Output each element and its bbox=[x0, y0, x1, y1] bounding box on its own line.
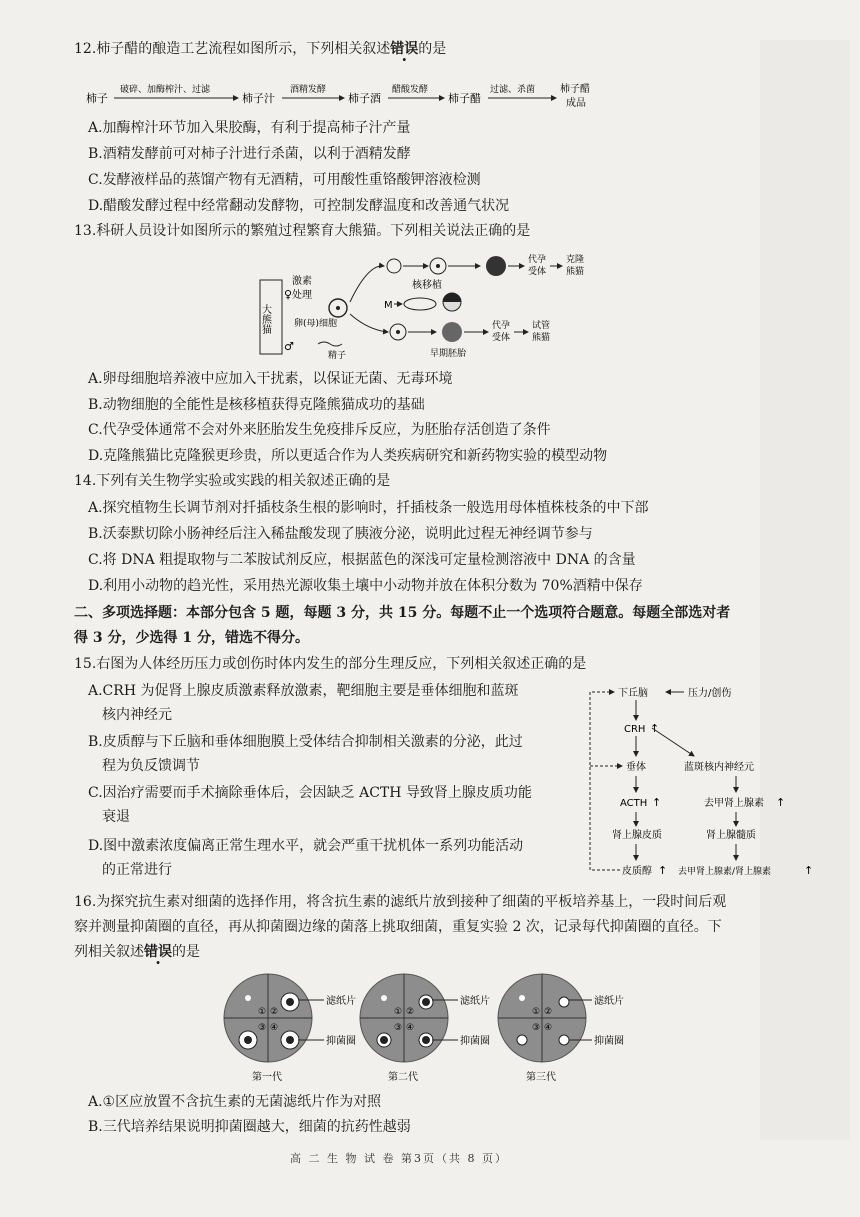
q13-option-d: D.克隆熊猫比克隆猴更珍贵，所以更适合作为人类疾病研究和新药物实验的模型动物 bbox=[88, 448, 608, 464]
path-mark-25 bbox=[350, 266, 384, 302]
circle-mark-23 bbox=[336, 306, 340, 310]
flow-step-acetic: 醋酸发酵 bbox=[392, 85, 429, 95]
flow-node-juice: 柿子汁 bbox=[242, 92, 275, 105]
flow-node-product-2: 成品 bbox=[566, 98, 586, 109]
q15-option-d: D.图中激素浓度偏离正常生理水平，就会严重干扰机体一系列功能活动 bbox=[88, 838, 524, 854]
q16-option-b: B.三代培养结果说明抑菌圈越大，细菌的抗药性越弱 bbox=[88, 1119, 411, 1135]
q12-option-c: C.发酵液样品的蒸馏产物有无酒精，可用酸性重铬酸钾溶液检测 bbox=[88, 172, 481, 188]
text-mark-83: 去甲肾上腺素/肾上腺素 bbox=[678, 867, 772, 877]
q14-option-d: D.利用小动物的趋光性，采用热光源收集土壤中小动物并放在体积分数为 70%酒精中保存 bbox=[88, 578, 643, 594]
text-mark-142: 抑菌圈 bbox=[594, 1036, 624, 1047]
q15-option-c: C.因治疗需要而手术摘除垂体后，会因缺乏 ACTH 导致肾上腺皮质功能 bbox=[88, 785, 532, 801]
q16-stem-2: 察并测量抑菌圈的直径，再从抑菌圈边缘的菌落上挑取细菌，重复实验 2 次，记录每代抑菌圈的直径。下 bbox=[74, 919, 722, 935]
path-mark-56 bbox=[318, 342, 342, 346]
section2-heading: 二、多项选择题：本部分包含 5 题，每题 3 分，共 15 分。每题不止一个选项符合题意。每题全部选对者 bbox=[74, 605, 731, 621]
dish-gen1 bbox=[224, 974, 356, 1083]
dish-gen2 bbox=[360, 974, 490, 1083]
q14-option-c: C.将 DNA 粗提取物与二苯胺试剂反应，根据蓝色的深浅可定量检测溶液中 DNA 的含量 bbox=[88, 552, 636, 568]
text-mark-111: ① bbox=[394, 1007, 403, 1017]
circle-mark-117 bbox=[422, 998, 430, 1006]
q12-option-d: D.醋酸发酵过程中经常翻动发酵物，可控制发酵温度和改善通气状况 bbox=[88, 198, 510, 214]
flow-node-vinegar: 柿子醋 bbox=[448, 92, 481, 105]
circle-mark-101 bbox=[286, 1036, 294, 1044]
circle-mark-32 bbox=[486, 256, 506, 276]
q12-option-b: B.酒精发酵前可对柿子汁进行杀菌，以利于酒精发酵 bbox=[88, 146, 411, 162]
ellipse-mark-42 bbox=[404, 298, 436, 310]
text-mark-20: 激素 bbox=[292, 276, 312, 287]
q12-option-a: A.加酶榨汁环节加入果胶酶，有利于提高柿子汁产量 bbox=[88, 120, 411, 136]
text-mark-81: 皮质醇 bbox=[622, 866, 652, 877]
q14-option-b: B.沃泰默切除小肠神经后注入稀盐酸发现了胰液分泌，说明此过程无神经调节参与 bbox=[88, 526, 593, 542]
q15-stress-diagram bbox=[586, 680, 816, 880]
text-mark-67: 垂体 bbox=[626, 762, 646, 773]
q16-stem-3: 列相关叙述错误的是 bbox=[74, 944, 200, 960]
text-mark-72: ↑ bbox=[652, 796, 662, 809]
text-mark-84: ↑ bbox=[804, 864, 814, 877]
text-mark-49: 早期胚胎 bbox=[430, 349, 467, 359]
circle-mark-30 bbox=[436, 264, 440, 268]
flow-step-alcohol: 酒精发酵 bbox=[290, 85, 327, 95]
flow-step-filter: 过滤、杀菌 bbox=[490, 85, 536, 95]
dish-gen3 bbox=[498, 974, 624, 1083]
text-mark-35: 受体 bbox=[528, 267, 547, 277]
text-mark-73: 去甲肾上腺素 bbox=[704, 798, 764, 809]
page-footer: 高 二 生 物 试 卷 第3页（共 8 页） bbox=[290, 1152, 508, 1165]
text-mark-61: 压力/创伤 bbox=[688, 688, 732, 699]
text-mark-57: 精子 bbox=[328, 351, 347, 361]
path-mark-44 bbox=[443, 293, 461, 302]
q16-option-a: A.①区应放置不含抗生素的无菌滤纸片作为对照 bbox=[88, 1094, 382, 1110]
text-mark-103: 滤纸片 bbox=[326, 996, 356, 1007]
text-mark-63: CRH bbox=[624, 724, 646, 735]
section2-heading-2: 得 3 分，少选得 1 分，错选不得分。 bbox=[74, 630, 309, 646]
path-mark-26 bbox=[350, 314, 388, 332]
q15-option-d-cont: 的正常进行 bbox=[102, 862, 172, 878]
flow-step-press: 破碎、加酶榨汁、过滤 bbox=[120, 85, 211, 95]
circle-mark-97 bbox=[286, 998, 294, 1006]
text-mark-132: ② bbox=[544, 1007, 553, 1017]
q13-option-c: C.代孕受体通常不会对外来胚胎发生免疫排斥反应，为胚胎存活创造了条件 bbox=[88, 422, 551, 438]
circle-mark-138 bbox=[559, 1035, 569, 1045]
text-mark-74: ↑ bbox=[776, 796, 786, 809]
circle-mark-46 bbox=[396, 330, 400, 334]
text-mark-114: ④ bbox=[406, 1023, 415, 1033]
text-mark-106: 第一代 bbox=[252, 1072, 282, 1083]
q15-option-b: B.皮质醇与下丘脑和垂体细胞膜上受体结合抑制相关激素的分泌，此过 bbox=[88, 734, 523, 750]
flow-node-wine: 柿子酒 bbox=[348, 92, 381, 105]
text-mark-17: 大熊猫 bbox=[259, 304, 271, 334]
circle-mark-115 bbox=[381, 995, 387, 1001]
circle-mark-135 bbox=[519, 995, 525, 1001]
circle-mark-48 bbox=[442, 322, 462, 342]
text-mark-126: 第二代 bbox=[388, 1072, 418, 1083]
circle-mark-95 bbox=[245, 995, 251, 1001]
text-mark-112: ② bbox=[406, 1007, 415, 1017]
text-mark-123: 滤纸片 bbox=[460, 996, 490, 1007]
q15-option-c-cont: 衰退 bbox=[102, 809, 130, 825]
text-mark-125: 抑菌圈 bbox=[460, 1036, 490, 1047]
text-mark-94: ④ bbox=[270, 1023, 279, 1033]
q15-option-a: A.CRH 为促肾上腺皮质激素释放激素，靶细胞主要是垂体细胞和蓝斑 bbox=[88, 683, 519, 699]
text-mark-38: 熊猫 bbox=[566, 267, 585, 277]
text-mark-64: ↑ bbox=[650, 722, 660, 735]
text-mark-34: 代孕 bbox=[528, 255, 547, 265]
text-mark-134: ④ bbox=[544, 1023, 553, 1033]
text-mark-78: 肾上腺髓质 bbox=[706, 830, 756, 841]
text-mark-40: M bbox=[384, 300, 393, 311]
text-mark-93: ③ bbox=[258, 1023, 267, 1033]
text-mark-131: ① bbox=[532, 1007, 541, 1017]
q13-stem: 13.科研人员设计如图所示的繁殖过程繁育大熊猫。下列相关说法正确的是 bbox=[74, 223, 531, 239]
text-mark-54: 试管 bbox=[532, 321, 551, 331]
path-mark-85 bbox=[590, 692, 620, 870]
circle-mark-136 bbox=[559, 997, 569, 1007]
text-mark-21: 处理 bbox=[292, 290, 312, 301]
q12-stem: 12.柿子醋的酿造工艺流程如图所示，下列相关叙述错误的是 bbox=[74, 41, 447, 57]
text-mark-92: ② bbox=[270, 1007, 279, 1017]
text-mark-91: ① bbox=[258, 1007, 267, 1017]
text-mark-82: ↑ bbox=[658, 864, 668, 877]
circle-mark-119 bbox=[380, 1036, 388, 1044]
line-mark-66 bbox=[652, 728, 694, 756]
bleed-through-shadow bbox=[760, 40, 850, 1140]
q16-stem-1: 16.为探究抗生素对细菌的选择作用，将含抗生素的滤纸片放到接种了细菌的平板培养基上，一段时间后观 bbox=[74, 894, 727, 910]
q15-option-b-cont: 程为负反馈调节 bbox=[102, 758, 200, 774]
q13-panda-diagram bbox=[258, 244, 618, 364]
q15-stem: 15.右图为人体经历压力或创伤时体内发生的部分生理反应，下列相关叙述正确的是 bbox=[74, 656, 587, 672]
female-symbol: ♀ bbox=[284, 288, 293, 301]
flow-node-product: 柿子醋 bbox=[560, 84, 590, 95]
text-mark-68: 蓝斑核内神经元 bbox=[684, 762, 754, 773]
q16-petri-dishes bbox=[210, 966, 650, 1084]
text-mark-55: 熊猫 bbox=[532, 333, 551, 343]
text-mark-59: 下丘脑 bbox=[618, 688, 648, 699]
text-mark-133: ③ bbox=[532, 1023, 541, 1033]
q13-option-b: B.动物细胞的全能性是核移植获得克隆熊猫成功的基础 bbox=[88, 397, 425, 413]
circle-mark-27 bbox=[387, 259, 401, 273]
q15-option-a-cont: 核内神经元 bbox=[102, 707, 172, 723]
q13-option-a: A.卵母细胞培养液中应加入干扰素，以保证无菌、无毒环境 bbox=[88, 371, 453, 387]
q12-flow-diagram bbox=[86, 80, 606, 112]
text-mark-39: 核移植 bbox=[412, 280, 442, 291]
text-mark-113: ③ bbox=[394, 1023, 403, 1033]
text-mark-37: 克隆 bbox=[566, 255, 585, 265]
text-mark-140: 滤纸片 bbox=[594, 996, 624, 1007]
male-symbol: ♂ bbox=[284, 340, 294, 353]
circle-mark-99 bbox=[244, 1036, 252, 1044]
circle-mark-121 bbox=[422, 1036, 430, 1044]
q14-stem: 14.下列有关生物学实验或实践的相关叙述正确的是 bbox=[74, 473, 391, 489]
text-mark-105: 抑菌圈 bbox=[326, 1036, 356, 1047]
text-mark-71: ACTH bbox=[620, 798, 648, 809]
text-mark-77: 肾上腺皮质 bbox=[612, 830, 662, 841]
text-mark-52: 受体 bbox=[492, 333, 511, 343]
flow-node-persimmon: 柿子 bbox=[86, 92, 108, 105]
q14-option-a: A.探究植物生长调节剂对扦插枝条生根的影响时，扦插枝条一般选用母体植株枝条的中下部 bbox=[88, 500, 649, 516]
circle-mark-137 bbox=[517, 1035, 527, 1045]
text-mark-143: 第三代 bbox=[526, 1072, 556, 1083]
text-mark-24: 卵(母)细胞 bbox=[294, 319, 338, 329]
text-mark-51: 代孕 bbox=[492, 321, 511, 331]
